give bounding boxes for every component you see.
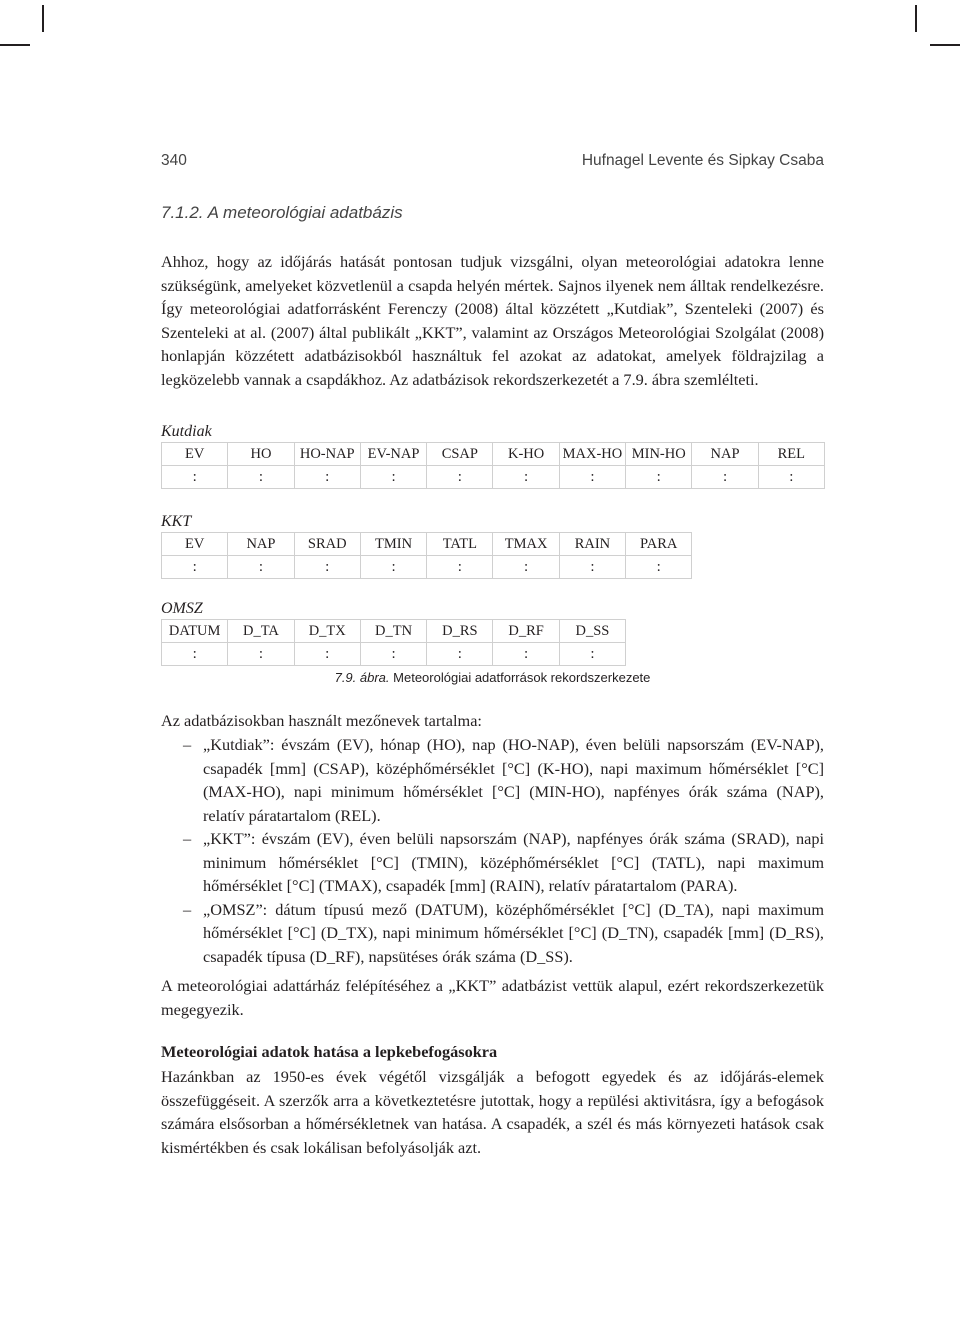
figure-number: 7.9. ábra. <box>334 670 390 685</box>
field-name-cell: NAP <box>692 443 758 466</box>
field-name-cell: MIN-HO <box>626 443 692 466</box>
field-name-cell: SRAD <box>294 533 360 556</box>
field-name-cell: K-HO <box>493 443 559 466</box>
field-name-cell: EV <box>162 533 228 556</box>
list-item-text: „OMSZ”: dátum típusú mező (DATUM), középhőmérséklet [°C] (D_TA), napi maximum hőmérséklet [°C] (D_TX), napi minimum hőmérséklet [°C] (D_TN), csapadék [mm] (D_RS), csapadék típusa (D_RF), napsütéses órák száma (D_SS). <box>203 899 824 966</box>
running-header-authors: Hufnagel Levente és Sipkay Csaba <box>581 152 824 169</box>
field-name-cell: CSAP <box>427 443 493 466</box>
placeholder-cell: : <box>162 556 228 579</box>
crop-mark-top-left <box>42 5 44 32</box>
field-name-cell: REL <box>758 443 824 466</box>
crop-mark-right-top <box>930 44 960 46</box>
field-name-cell: EV-NAP <box>360 443 426 466</box>
placeholder-cell: : <box>427 643 493 666</box>
placeholder-cell: : <box>692 466 758 489</box>
placeholder-cell: : <box>427 466 493 489</box>
field-name-cell: D_TX <box>294 620 360 643</box>
figure-caption <box>161 670 824 685</box>
field-name-cell: D_TA <box>228 620 294 643</box>
placeholder-cell: : <box>427 556 493 579</box>
placeholder-cell: : <box>228 643 294 666</box>
field-name-cell: RAIN <box>559 533 625 556</box>
placeholder-cell: : <box>228 466 294 489</box>
placeholder-cell: : <box>559 556 625 579</box>
field-name-cell: D_SS <box>559 620 625 643</box>
placeholder-cell: : <box>162 643 228 666</box>
field-name-cell: DATUM <box>162 620 228 643</box>
field-name-cell: D_RF <box>493 620 559 643</box>
list-dash: – <box>183 899 192 919</box>
placeholder-cell: : <box>493 466 559 489</box>
kkt-record-table <box>161 532 692 579</box>
field-name-cell: TMIN <box>360 533 426 556</box>
running-header <box>161 152 824 176</box>
placeholder-cell: : <box>294 466 360 489</box>
subheading: Meteorológiai adatok hatása a lepkebefogásokra <box>161 1042 498 1061</box>
field-description-list <box>161 733 824 968</box>
final-paragraph: Hazánkban az 1950-es évek végétől vizsgálják a befogott egyedek és az időjárás-elemek összefüggéseit. A szerzők arra a következtetésre jutottak, hogy a repülési aktivitásra, így a befogások számára elsősorban a hőmérsékletnek van hatása. A csapadék, a szél és más környezeti hatások csak kismértékben és csak lokálisan befolyásolják azt. <box>161 1067 824 1157</box>
intro-paragraph: Ahhoz, hogy az időjárás hatását pontosan tudjuk vizsgálni, olyan meteorológiai adatokra lenne szükségünk, amelyeket közvetlenül a csapda helyén mértek. Sajnos ilyenek nem álltak rendelkezésre. Így meteorológiai adatforrásként Ferenczy (2008) által közzétett „Kutdiak”, Szenteleki (2007) és Szenteleki at al. (2007) által publikált „KKT”, valamint az Országos Meteorológiai Szolgálat (2008) honlapján közzétett adatbázisokból használtuk fel azokat az adatokat, amelyek földrajzilag a legközelebb vannak a csapdákhoz. Az adatbázisok rekordszerkezetét a 7.9. ábra szemlélteti. <box>161 252 824 389</box>
placeholder-cell: : <box>228 556 294 579</box>
placeholder-cell: : <box>626 556 692 579</box>
field-name-cell: TATL <box>427 533 493 556</box>
kutdiak-record-table <box>161 442 825 489</box>
placeholder-cell: : <box>360 466 426 489</box>
list-item <box>161 827 824 898</box>
list-item-text: „Kutdiak”: évszám (EV), hónap (HO), nap (HO-NAP), éven belüli napsorszám (EV-NAP), csapadék [mm] (CSAP), középhőmérséklet [°C] (K-HO), napi maximum hőmérséklet [°C] (MAX-HO), napi minimum hőmérséklet [°C] (MIN-HO), napfényes órák száma (NAP), relatív páratartalom (REL). <box>203 735 824 825</box>
table-header-row <box>162 443 825 466</box>
field-name-cell: TMAX <box>493 533 559 556</box>
list-item <box>161 898 824 969</box>
placeholder-cell: : <box>559 466 625 489</box>
table-header-row <box>162 620 626 643</box>
placeholder-cell: : <box>162 466 228 489</box>
page-number: 340 <box>161 152 187 169</box>
placeholder-cell: : <box>360 643 426 666</box>
placeholder-cell: : <box>360 556 426 579</box>
field-name-cell: PARA <box>626 533 692 556</box>
placeholder-cell: : <box>294 643 360 666</box>
omsz-record-table <box>161 619 626 666</box>
placeholder-cell: : <box>758 466 824 489</box>
table-placeholder-row <box>162 643 626 666</box>
figure-caption-text: Meteorológiai adatforrások rekordszerkezete <box>393 670 651 685</box>
list-item-text: „KKT”: évszám (EV), éven belüli napsorszám (NAP), napfényes órák száma (SRAD), napi minimum hőmérséklet [°C] (TMIN), középhőmérséklet [°C] (TATL), napi maximum hőmérséklet [°C] (TMAX), csapadék [mm] (RAIN), relatív páratartalom (PARA). <box>203 829 824 895</box>
fields-intro: Az adatbázisokban használt mezőnevek tartalma: <box>161 711 482 730</box>
omsz-table-label: OMSZ <box>161 600 203 617</box>
list-item <box>161 733 824 827</box>
field-name-cell: D_TN <box>360 620 426 643</box>
kutdiak-table-label: Kutdiak <box>161 423 212 440</box>
field-name-cell: NAP <box>228 533 294 556</box>
placeholder-cell: : <box>626 466 692 489</box>
table-header-row <box>162 533 692 556</box>
placeholder-cell: : <box>493 556 559 579</box>
crop-mark-top-right <box>915 5 917 32</box>
list-dash: – <box>183 829 192 848</box>
table-placeholder-row <box>162 556 692 579</box>
placeholder-cell: : <box>493 643 559 666</box>
field-name-cell: HO <box>228 443 294 466</box>
field-name-cell: D_RS <box>427 620 493 643</box>
list-dash: – <box>183 735 192 754</box>
placeholder-cell: : <box>559 643 625 666</box>
kkt-table-label: KKT <box>161 513 192 530</box>
table-placeholder-row <box>162 466 825 489</box>
closing-paragraph: A meteorológiai adattárház felépítéséhez a „KKT” adatbázist vettük alapul, ezért rekordszerkezetük megegyezik. <box>161 976 824 1019</box>
field-name-cell: MAX-HO <box>559 443 625 466</box>
field-name-cell: EV <box>162 443 228 466</box>
section-heading: 7.1.2. A meteorológiai adatbázis <box>161 203 403 222</box>
field-name-cell: HO-NAP <box>294 443 360 466</box>
placeholder-cell: : <box>294 556 360 579</box>
crop-mark-left-top <box>0 44 30 46</box>
